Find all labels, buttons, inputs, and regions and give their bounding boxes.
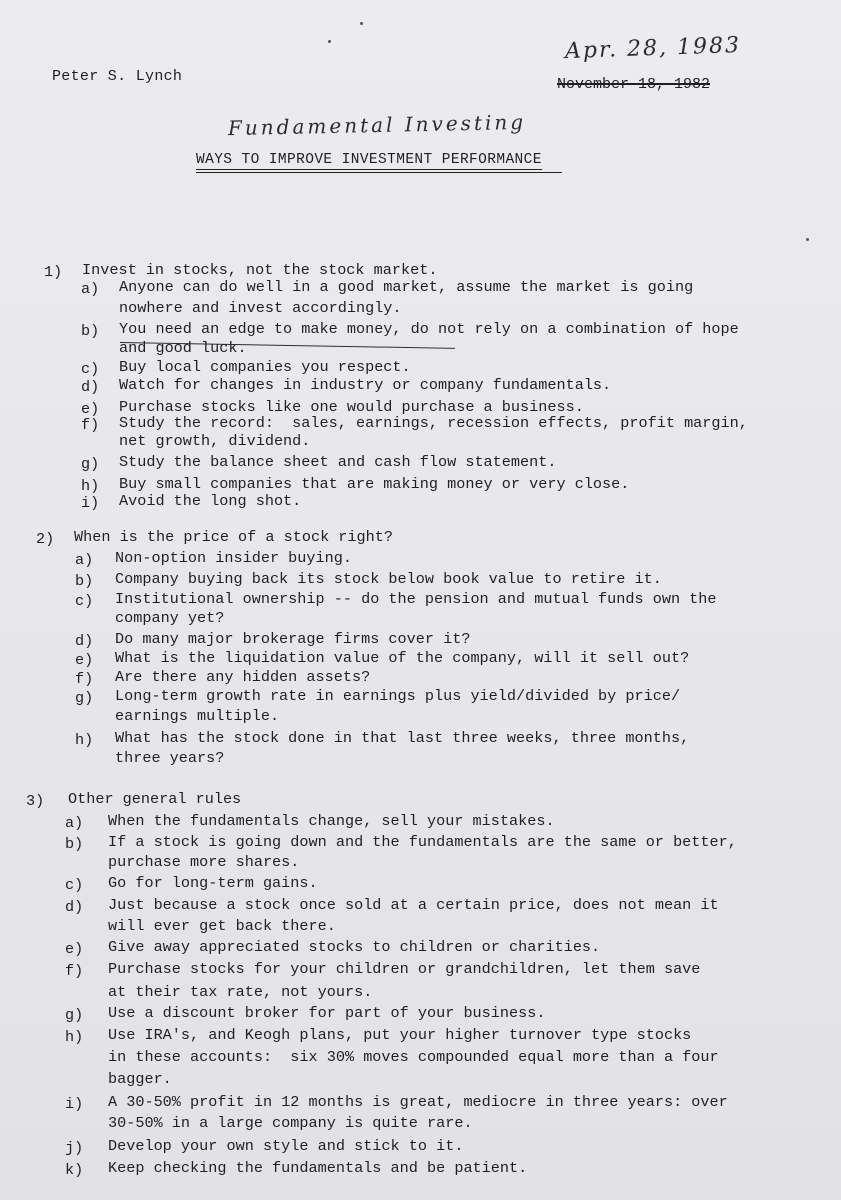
item-text-line: company yet? xyxy=(115,609,225,627)
item-text-line: Go for long-term gains. xyxy=(108,874,318,892)
item-label: d) xyxy=(81,378,100,396)
item-text-line: A 30-50% profit in 12 months is great, mediocre in three years: over xyxy=(108,1093,728,1111)
item-label: h) xyxy=(65,1028,84,1046)
item-text-line: will ever get back there. xyxy=(108,917,336,935)
item-text-line: Give away appreciated stocks to children or charities. xyxy=(108,938,601,956)
item-label: h) xyxy=(81,477,100,495)
section-number: 3) xyxy=(26,792,45,810)
item-text-line: 30-50% in a large company is quite rare. xyxy=(108,1114,473,1132)
section-number: 2) xyxy=(36,530,55,548)
item-label: f) xyxy=(75,670,94,688)
item-text-line: Just because a stock once sold at a certain price, does not mean it xyxy=(108,896,719,914)
item-text-line: Anyone can do well in a good market, assume the market is going xyxy=(119,278,694,296)
item-text-line: Long-term growth rate in earnings plus yield/divided by price/ xyxy=(115,687,681,705)
item-label: b) xyxy=(81,322,100,340)
item-text-line: What is the liquidation value of the company, will it sell out? xyxy=(115,649,690,667)
item-label: a) xyxy=(65,814,84,832)
item-label: i) xyxy=(81,494,100,512)
item-label: b) xyxy=(65,835,84,853)
typed-date-struck: November 18, 1982 xyxy=(557,76,711,93)
item-text-line: Study the record: sales, earnings, recession effects, profit margin, xyxy=(119,414,748,432)
item-label: g) xyxy=(81,455,100,473)
page-title: WAYS TO IMPROVE INVESTMENT PERFORMANCE xyxy=(196,152,542,168)
item-text-line: Company buying back its stock below book value to retire it. xyxy=(115,570,662,588)
section-number: 1) xyxy=(44,263,63,281)
item-label: k) xyxy=(65,1161,84,1179)
item-label: a) xyxy=(75,551,94,569)
item-text-line: Study the balance sheet and cash flow statement. xyxy=(119,453,557,471)
item-text-line: nowhere and invest accordingly. xyxy=(119,299,402,317)
item-text-line: Purchase stocks like one would purchase a business. xyxy=(119,398,584,416)
section-heading: Other general rules xyxy=(68,790,242,808)
item-text-line: bagger. xyxy=(108,1070,172,1088)
item-label: f) xyxy=(81,416,100,434)
item-text-line: Watch for changes in industry or company fundamentals. xyxy=(119,376,612,394)
paper-speck xyxy=(806,238,809,241)
item-text-line: You need an edge to make money, do not rely on a combination of hope xyxy=(119,320,739,338)
item-label: d) xyxy=(65,898,84,916)
item-label: d) xyxy=(75,632,94,650)
title-double-underline xyxy=(196,172,562,173)
item-label: c) xyxy=(75,592,94,610)
author-name: Peter S. Lynch xyxy=(52,68,183,85)
section-heading: When is the price of a stock right? xyxy=(74,528,393,546)
item-label: e) xyxy=(65,940,84,958)
item-text-line: earnings multiple. xyxy=(115,707,280,725)
item-text-line: Use a discount broker for part of your business. xyxy=(108,1004,546,1022)
item-text-line: Buy local companies you respect. xyxy=(119,358,411,376)
item-text-line: Purchase stocks for your children or grandchildren, let them save xyxy=(108,960,701,978)
item-text-line: Avoid the long shot. xyxy=(119,492,302,510)
item-label: c) xyxy=(65,876,84,894)
item-text-line: in these accounts: six 30% moves compounded equal more than a four xyxy=(108,1048,719,1066)
item-text-line: If a stock is going down and the fundamentals are the same or better, xyxy=(108,833,737,851)
item-text-line: at their tax rate, not yours. xyxy=(108,983,373,1001)
item-text-line: net growth, dividend. xyxy=(119,432,311,450)
item-text-line: When the fundamentals change, sell your mistakes. xyxy=(108,812,555,830)
item-text-line: Non-option insider buying. xyxy=(115,549,352,567)
item-label: c) xyxy=(81,360,100,378)
item-label: g) xyxy=(65,1006,84,1024)
item-text-line: Develop your own style and stick to it. xyxy=(108,1137,464,1155)
item-label: j) xyxy=(65,1139,84,1157)
handwritten-date: Apr. 28, 1983 xyxy=(564,32,742,65)
item-text-line: Are there any hidden assets? xyxy=(115,668,371,686)
item-label: i) xyxy=(65,1095,84,1113)
item-text-line: Buy small companies that are making money or very close. xyxy=(119,475,630,493)
item-text-line: Do many major brokerage firms cover it? xyxy=(115,630,471,648)
item-text-line: purchase more shares. xyxy=(108,853,300,871)
item-text-line: and good luck. xyxy=(119,339,247,357)
section-heading: Invest in stocks, not the stock market. xyxy=(82,261,438,279)
paper-speck xyxy=(328,40,331,43)
item-label: g) xyxy=(75,689,94,707)
item-text-line: Keep checking the fundamentals and be patient. xyxy=(108,1159,528,1177)
item-label: e) xyxy=(75,651,94,669)
item-label: h) xyxy=(75,731,94,749)
handwritten-title: Fundamental Investing xyxy=(227,109,527,141)
paper-speck xyxy=(360,22,363,25)
item-text-line: What has the stock done in that last three weeks, three months, xyxy=(115,729,690,747)
item-label: f) xyxy=(65,962,84,980)
item-text-line: Institutional ownership -- do the pension and mutual funds own the xyxy=(115,590,717,608)
item-label: a) xyxy=(81,280,100,298)
item-label: b) xyxy=(75,572,94,590)
item-text-line: three years? xyxy=(115,749,225,767)
item-label: e) xyxy=(81,400,100,418)
item-text-line: Use IRA's, and Keogh plans, put your higher turnover type stocks xyxy=(108,1026,692,1044)
